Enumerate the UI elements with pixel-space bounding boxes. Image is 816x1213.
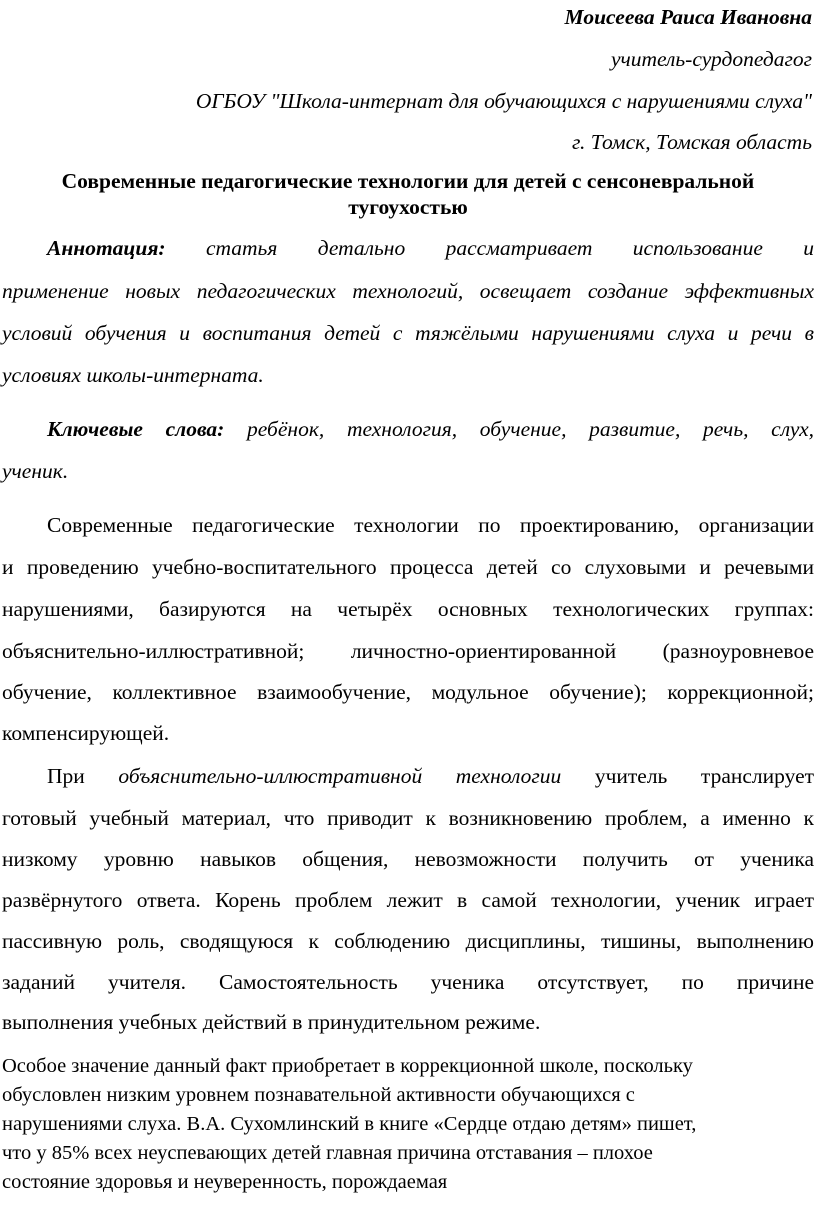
paragraph-2-italic-term: объяснительно-иллюстративной технологии (118, 764, 562, 788)
keywords-label: Ключевые слова: (47, 417, 225, 441)
keywords-line-1 (47, 416, 814, 442)
paragraph-1-line-4: объяснительно-иллюстративной; личностно-ориентированной (разноуровневое (2, 639, 814, 663)
paragraph-2-line-6: заданий учителя. Самостоятельность ученика отсутствует, по причине (2, 970, 814, 994)
author-position: учитель-сурдопедагог (610, 47, 812, 71)
paragraph-2-line-7: выполнения учебных действий в принудительном режиме. (2, 1010, 541, 1034)
paragraph-2-line-5: пассивную роль, сводящуюся к соблюдению дисциплины, тишины, выполнению (2, 929, 814, 953)
article-title-line-1: Современные педагогические технологии для детей с сенсоневральной (61, 169, 755, 193)
paragraph-1-line-1: Современные педагогические технологии по проектированию, организации (47, 513, 814, 537)
annotation-text-start: статья детально рассматривает использование и (205, 236, 814, 260)
paragraph-3-line-4: что у 85% всех неуспевающих детей главная причина отставания – плохое (2, 1142, 653, 1164)
paragraph-2-start: При (47, 764, 85, 788)
paragraph-3-line-3: нарушениями слуха. В.А. Сухомлинский в книге «Сердце отдаю детям» пишет, (2, 1113, 697, 1135)
keywords-line-2: ученик. (2, 459, 69, 483)
article-title-line-2: тугоухостью (348, 195, 468, 219)
author-city: г. Томск, Томская область (571, 130, 812, 154)
annotation-line-3: условий обучения и воспитания детей с тяжёлыми нарушениями слуха и речи в (2, 321, 814, 345)
annotation-line-4: условиях школы-интерната. (2, 363, 264, 387)
paragraph-2-line-4: развёрнутого ответа. Корень проблем лежит в самой технологии, ученик играет (2, 888, 814, 912)
paragraph-2-line-2: готовый учебный материал, что приводит к возникновению проблем, а именно к (2, 806, 814, 830)
keywords-text-start: ребёнок, технология, обучение, развитие, речь, слух, (247, 417, 814, 441)
paragraph-3-line-1: Особое значение данный факт приобретает в коррекционной школе, поскольку (2, 1055, 693, 1077)
author-school: ОГБОУ "Школа-интернат для обучающихся с нарушениями слуха" (195, 89, 812, 113)
paragraph-1-line-2: и проведению учебно-воспитательного процесса детей со слуховыми и речевыми (2, 555, 814, 579)
paragraph-3-line-2: обусловлен низким уровнем познавательной активности обучающихся с (2, 1084, 635, 1106)
paragraph-2-line-1 (47, 763, 814, 789)
paragraph-3-line-5: состояние здоровья и неуверенность, порождаемая (2, 1171, 448, 1193)
paragraph-2-line-3: низкому уровню навыков общения, невозможности получить от ученика (2, 847, 814, 871)
author-name: Моисеева Раиса Ивановна (564, 5, 812, 29)
paragraph-1-line-6: компенсирующей. (2, 721, 170, 745)
annotation-line-2: применение новых педагогических технологий, освещает создание эффективных (2, 279, 814, 303)
annotation-label: Аннотация: (47, 236, 166, 260)
paragraph-1-line-3: нарушениями, базируются на четырёх основных технологических группах: (2, 597, 814, 621)
paragraph-1-line-5: обучение, коллективное взаимообучение, модульное обучение); коррекционной; (2, 680, 814, 704)
annotation-line-1 (47, 235, 814, 261)
paragraph-2-end: учитель транслирует (594, 764, 815, 788)
